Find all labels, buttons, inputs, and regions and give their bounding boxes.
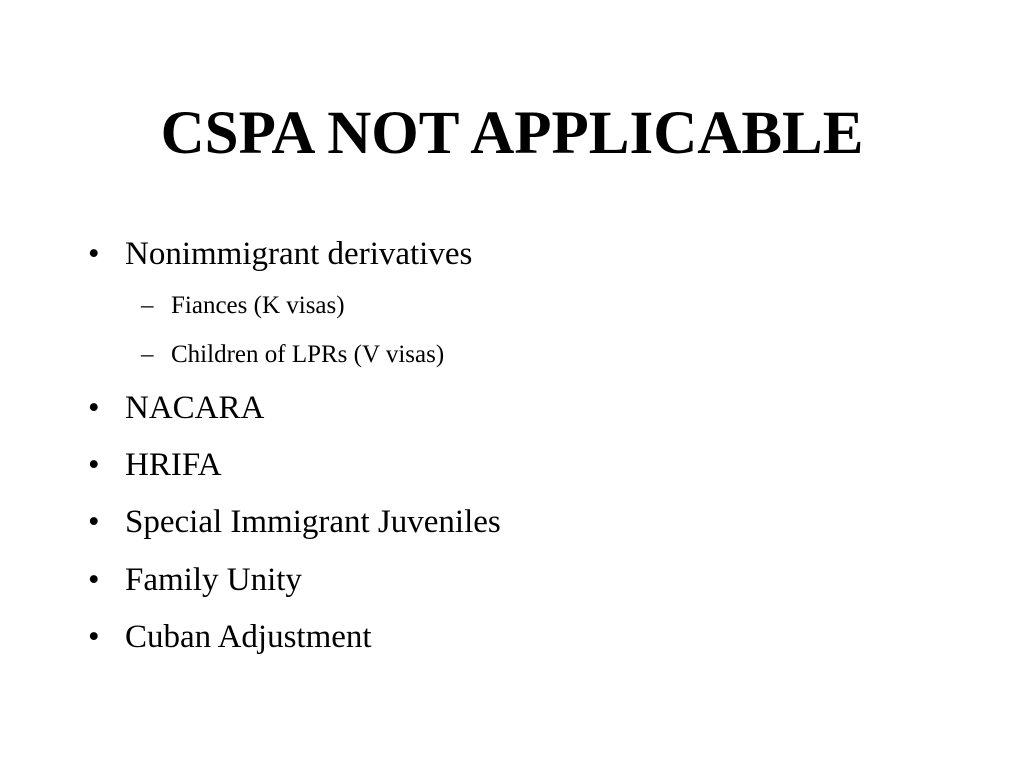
bullet-marker: •: [88, 236, 100, 272]
bullet-marker: •: [88, 504, 100, 540]
list-item-special-immigrant-juveniles: [0, 502, 1000, 542]
bullet-marker: •: [88, 390, 100, 426]
list-item-nacara: [0, 388, 1000, 428]
sub-item-children-of-lprs: [0, 339, 1000, 371]
bullet-marker: •: [88, 619, 100, 655]
dash-marker: –: [141, 341, 154, 368]
list-item-cuban-adjustment: [0, 617, 1000, 657]
list-item-text: Cuban Adjustment: [125, 619, 372, 655]
list-item-text: Family Unity: [125, 562, 302, 598]
list-item-hrifa: [0, 445, 1000, 485]
bullet-marker: •: [88, 447, 100, 483]
list-item-text: Special Immigrant Juveniles: [125, 504, 501, 540]
sub-item-fiances: [0, 290, 1000, 322]
slide-title: CSPA NOT APPLICABLE: [160, 100, 864, 167]
sub-item-text: Children of LPRs (V visas): [171, 341, 445, 368]
dash-marker: –: [141, 292, 154, 319]
list-item-text: HRIFA: [125, 447, 222, 483]
list-item-text: Nonimmigrant derivatives: [125, 236, 473, 272]
bullet-marker: •: [88, 562, 100, 598]
list-item-text: NACARA: [125, 390, 265, 426]
sub-item-text: Fiances (K visas): [171, 292, 345, 319]
list-item-nonimmigrant-derivatives: [0, 234, 1000, 274]
list-item-family-unity: [0, 560, 1000, 600]
